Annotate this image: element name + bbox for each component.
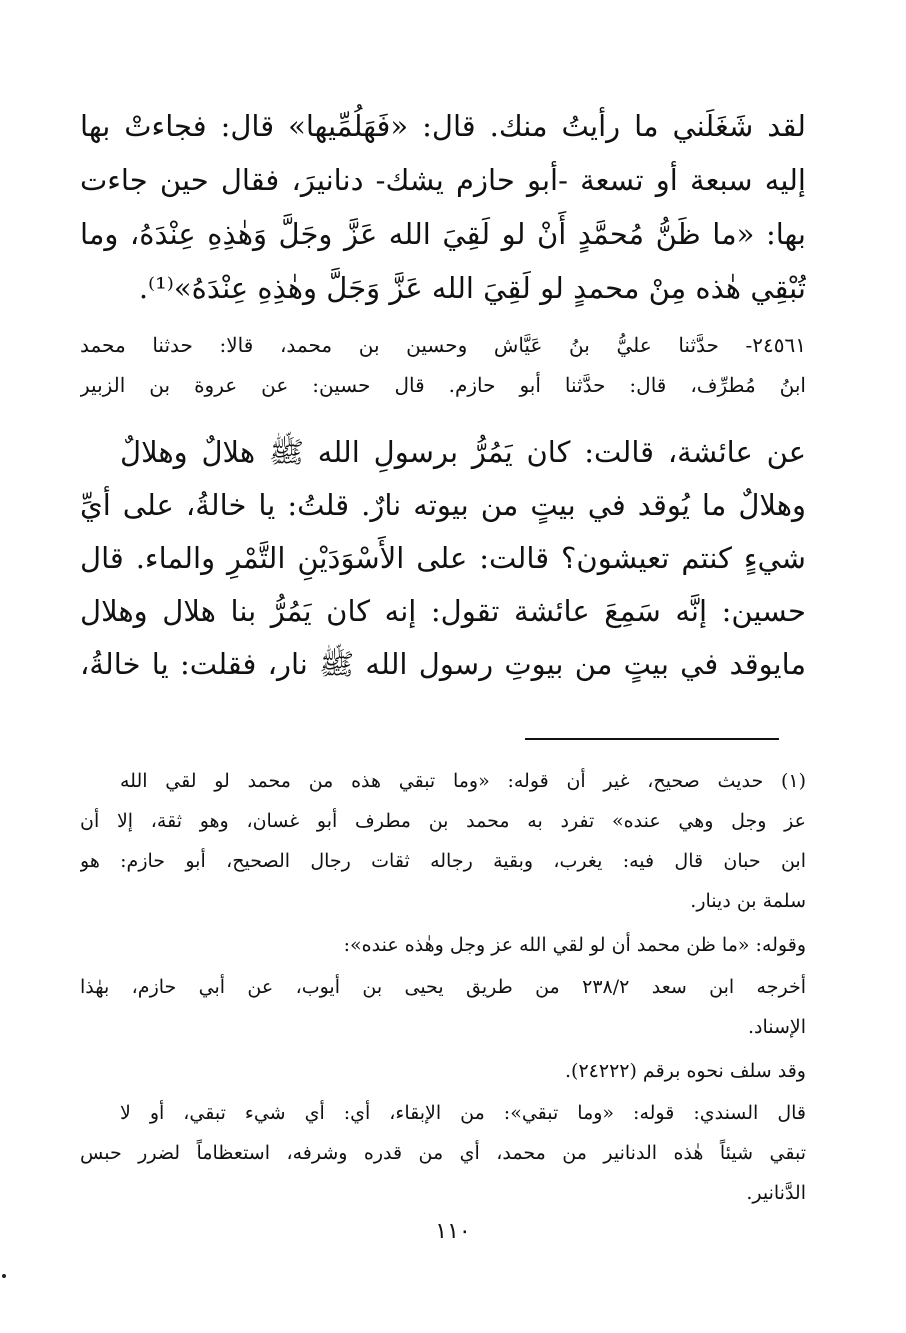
footnote-line: أخرجه ابن سعد ٢٣٨/٢ من طريق يحيى بن أيوب، عن أبي حازم، بهٰذا: [80, 976, 806, 998]
footnote-line: تبقي شيئاً هٰذه الدنانير من محمد، أي من قدره وشرفه، استعظاماً لضرر حبس: [80, 1142, 806, 1164]
footnote-line: الدَّنانير.: [746, 1182, 806, 1204]
footnote-line: وقد سلف نحوه برقم (٢٤٢٢٢).: [565, 1060, 806, 1082]
body-line: إليه سبعة أو تسعة -أبو حازم يشك- دنانيرَ، فقال حين جاءت: [80, 163, 806, 197]
hadith-chain-line: ٢٤٥٦١- حدَّثنا عليُّ بنُ عَيَّاش وحسين بن محمد، قالا: حدثنا محمد: [80, 333, 806, 357]
body-line: حسين: إنَّه سَمِعَ عائشة تقول: إنه كان يَمُرُّ بنا هلال وهلال: [80, 594, 806, 628]
body-line: وهلالٌ ما يُوقد في بيتٍ من بيوته نارٌ. قلتُ: يا خالةُ، على أيِّ: [80, 488, 806, 522]
body-line: عن عائشة، قالت: كان يَمُرُّ برسولِ الله ﷺ هلالٌ وهلالٌ: [120, 435, 806, 469]
scan-speck: [2, 1274, 6, 1278]
footnote-line: قال السندي: قوله: «وما تبقي»: من الإبقاء، أي: أي شيء تبقي، أو لا: [120, 1102, 806, 1124]
footnote-line: وقوله: «ما ظن محمد أن لو لقي الله عز وجل وهٰذه عنده»:: [343, 934, 806, 956]
page-number: ١١٠: [435, 1219, 471, 1244]
footnotes: [80, 0, 806, 1333]
body-line: بها: «ما ظَنُّ مُحمَّدٍ أَنْ لو لَقِيَ الله عَزَّ وجَلَّ وَهٰذِهِ عِنْدَهُ، وما: [80, 217, 806, 251]
body-line: شيءٍ كنتم تعيشون؟ قالت: على الأَسْوَدَيْنِ التَّمْرِ والماء. قال: [80, 541, 806, 575]
body-line: لقد شَغَلَني ما رأيتُ منك. قال: «فَهَلُمِّيها» قال: فجاءتْ بها: [80, 109, 806, 143]
footnote-line: الإسناد.: [747, 1016, 806, 1038]
footnote-line: (١) حديث صحيح، غير أن قوله: «وما تبقي هذه من محمد لو لقي الله: [120, 770, 806, 792]
body-line: مايوقد في بيتٍ من بيوتِ رسول الله ﷺ نار، فقلت: يا خالةُ،: [80, 647, 806, 681]
footnote-line: عز وجل وهي عنده» تفرد به محمد بن مطرف أبو غسان، وهو ثقة، إلا أن: [80, 810, 806, 832]
body-line: تُبْقِي هٰذه مِنْ محمدٍ لو لَقِيَ الله عَزَّ وَجَلَّ وهٰذِهِ عِنْدَهُ»⁽¹⁾.: [138, 271, 806, 305]
footnote-line: ابن حبان قال فيه: يغرب، وبقية رجاله ثقات رجال الصحيح، أبو حازم: هو: [80, 850, 806, 872]
footnote-line: سلمة بن دينار.: [690, 890, 806, 912]
hadith-chain-line: ابنُ مُطرِّف، قال: حدَّثنا أبو حازم. قال حسين: عن عروة بن الزبير: [80, 373, 806, 397]
